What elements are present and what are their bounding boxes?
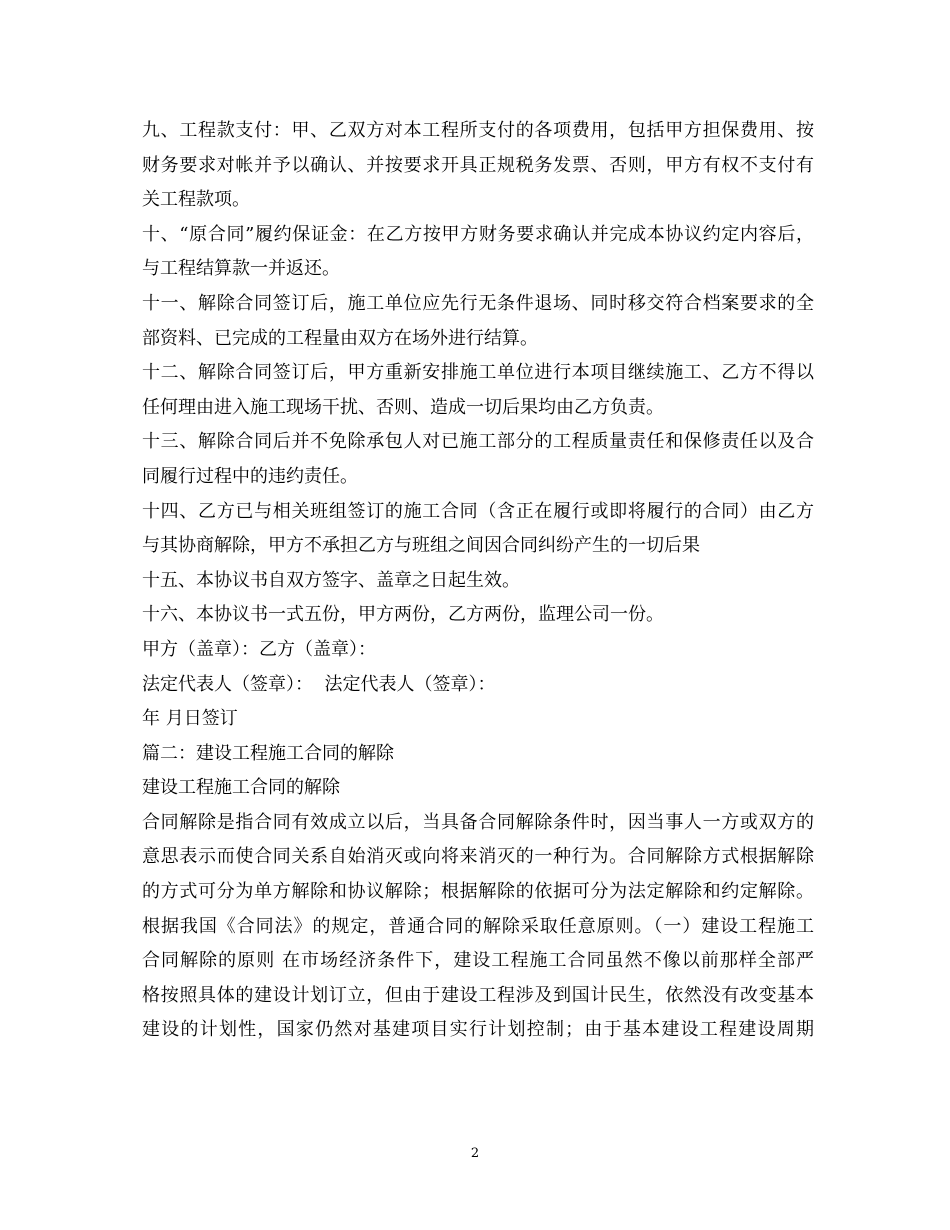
text-line-27: 建设的计划性，国家仍然对基建项目实行计划控制；由于基本建设工程建设周期 <box>142 1019 814 1041</box>
text-line-3: 关工程款项。 <box>142 189 250 211</box>
text-line-25: 合同解除的原则 在市场经济条件下，建设工程施工合同虽然不像以前那样全部严 <box>142 950 814 972</box>
text-line-11: 同履行过程中的违约责任。 <box>142 465 358 487</box>
text-line-14: 十五、本协议书自双方签字、盖章之日起生效。 <box>142 569 520 591</box>
text-line-8: 十二、解除合同签订后，甲方重新安排施工单位进行本项目继续施工、乙方不得以 <box>142 362 814 384</box>
text-line-18: 年 月日签订 <box>142 708 238 730</box>
text-line-15: 十六、本协议书一式五份，甲方两份，乙方两份，监理公司一份。 <box>142 604 664 626</box>
text-line-21: 合同解除是指合同有效成立以后，当具备合同解除条件时，因当事人一方或双方的 <box>142 811 814 833</box>
text-line-6: 十一、解除合同签订后，施工单位应先行无条件退场、同时移交符合档案要求的全 <box>142 292 814 314</box>
text-line-10: 十三、解除合同后并不免除承包人对已施工部分的工程质量责任和保修责任以及合 <box>142 431 814 453</box>
text-line-9: 任何理由进入施工现场干扰、否则、造成一切后果均由乙方负责。 <box>142 396 664 418</box>
page-number: 2 <box>470 1146 480 1161</box>
text-line-23: 的方式可分为单方解除和协议解除；根据解除的依据可分为法定解除和约定解除。 <box>142 881 814 903</box>
section-heading: 篇二：建设工程施工合同的解除 <box>142 742 394 764</box>
text-line-13: 与其协商解除，甲方不承担乙方与班组之间因合同纠纷产生的一切后果 <box>142 535 700 557</box>
text-line-2: 财务要求对帐并予以确认、并按要求开具正规税务发票、否则，甲方有权不支付有 <box>142 154 814 176</box>
section-title: 建设工程施工合同的解除 <box>142 777 340 799</box>
text-line-26: 格按照具体的建设计划订立，但由于建设工程涉及到国计民生，依然没有改变基本 <box>142 984 814 1006</box>
text-line-12: 十四、乙方已与相关班组签订的施工合同（含正在履行或即将履行的合同）由乙方 <box>142 500 814 522</box>
document-body <box>142 114 814 1048</box>
text-line-24: 根据我国《合同法》的规定，普通合同的解除采取任意原则。（一）建设工程施工 <box>142 915 814 937</box>
text-line-16: 甲方（盖章）：乙方（盖章）： <box>142 638 376 660</box>
text-line-22: 意思表示而使合同关系自始消灭或向将来消灭的一种行为。合同解除方式根据解除 <box>142 846 814 868</box>
text-line-7: 部资料、已完成的工程量由双方在场外进行结算。 <box>142 327 538 349</box>
text-line-1: 九、工程款支付：甲、乙双方对本工程所支付的各项费用，包括甲方担保费用、按 <box>142 120 814 141</box>
text-line-17: 法定代表人（签章）： 法定代表人（签章）： <box>142 673 496 695</box>
text-line-5: 与工程结算款一并返还。 <box>142 258 340 280</box>
text-line-4: 十、“原合同”履约保证金：在乙方按甲方财务要求确认并完成本协议约定内容后， <box>142 223 814 245</box>
